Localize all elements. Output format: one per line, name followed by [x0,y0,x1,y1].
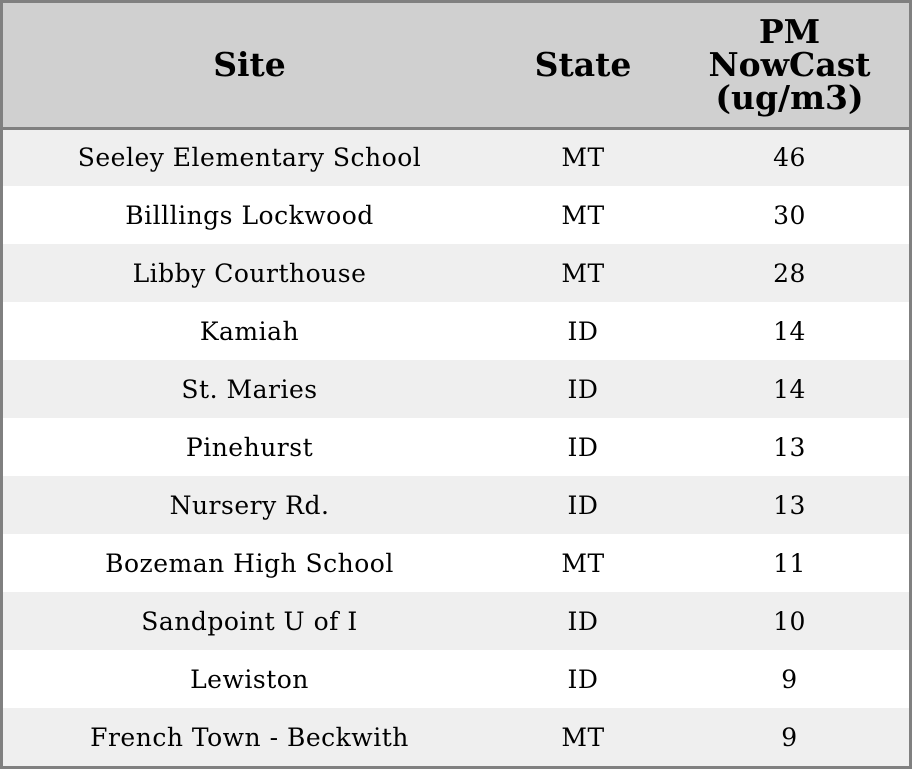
table-body [3,128,909,766]
cell-site: St. Maries [181,374,318,404]
table-row [3,534,909,592]
header-pm-line1: PM [758,12,821,52]
table-row [3,360,909,418]
header-pm-nowcast [670,3,909,128]
table-row [3,128,909,186]
cell-pm: 11 [773,548,806,578]
cell-pm: 14 [773,374,806,404]
header-row [3,3,909,128]
cell-site: Kamiah [199,316,300,346]
cell-state: ID [567,316,599,346]
header-pm-line3: (ug/m3) [715,78,864,118]
cell-state: ID [567,432,599,462]
header-state: State [496,3,670,128]
table-row [3,186,909,244]
table-row [3,476,909,534]
cell-site: Seeley Elementary School [77,143,422,173]
cell-pm: 28 [773,258,806,288]
table-row [3,418,909,476]
cell-pm: 9 [781,664,798,694]
cell-site: Nursery Rd. [169,490,330,520]
table-row [3,708,909,766]
cell-state: ID [567,664,599,694]
cell-site: Libby Courthouse [132,258,367,288]
cell-site: Pinehurst [185,432,314,462]
cell-site: Sandpoint U of I [141,606,358,636]
cell-site: Lewiston [190,664,309,694]
cell-state: ID [567,374,599,404]
cell-pm: 14 [773,316,806,346]
table-row [3,650,909,708]
cell-pm: 9 [781,722,798,752]
cell-state: ID [567,606,599,636]
cell-site: Bozeman High School [105,548,394,578]
cell-pm: 13 [773,432,806,462]
cell-site: French Town - Beckwith [90,722,409,752]
cell-state: MT [561,548,605,578]
cell-pm: 30 [773,200,806,230]
table-row [3,244,909,302]
header-site: Site [3,3,496,128]
cell-pm: 10 [773,606,806,636]
table-row [3,302,909,360]
cell-state: MT [561,258,605,288]
table-row [3,592,909,650]
cell-pm: 13 [773,490,806,520]
cell-state: MT [561,143,605,173]
table-header [3,3,909,128]
cell-state: ID [567,490,599,520]
pm-nowcast-table [3,3,909,766]
header-pm-line2: NowCast [708,45,871,85]
cell-pm: 46 [773,143,806,173]
cell-site: Billlings Lockwood [125,200,374,230]
cell-state: MT [561,722,605,752]
cell-state: MT [561,200,605,230]
